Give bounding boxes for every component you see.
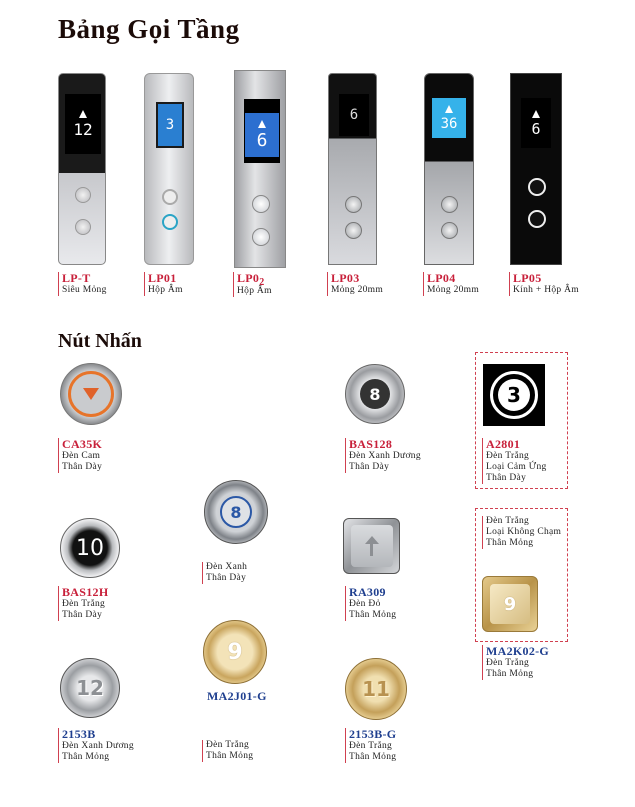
button-image-bas12h [60, 518, 120, 578]
orange-ring-icon [68, 371, 114, 417]
down-arrow-icon [83, 388, 99, 400]
floor-display [339, 94, 369, 136]
floor-number: 9 [503, 593, 517, 615]
button-image-ra309 [343, 518, 400, 574]
call-button-up [252, 195, 270, 213]
floor-number: 12 [73, 120, 93, 139]
model-code: LP04 [427, 271, 456, 285]
up-arrow-icon [365, 536, 379, 556]
model-code-subscript: 2 [259, 277, 265, 288]
call-button-down [75, 219, 91, 235]
up-arrow-icon [445, 105, 453, 113]
model-code: CA35K [62, 437, 103, 451]
button-image-a2801 [483, 364, 545, 426]
model-code: MA2J01-G [207, 689, 267, 703]
floor-number: 10 [76, 535, 104, 561]
call-button-up [162, 189, 178, 205]
model-desc: Mỏng 20mm [427, 285, 480, 295]
model-desc: Hộp Âm [148, 285, 183, 295]
button-label-a2801: A2801 Đèn Trắng Loại Cảm Ứng Thân Dày [482, 438, 547, 484]
call-button-up [528, 178, 546, 196]
model-code: LP01 [148, 271, 177, 285]
panel-label-lp03 [327, 272, 383, 296]
button-label-ma2k02: MA2K02-G Đèn Trắng Thân Mỏng [482, 645, 549, 680]
call-button-up [345, 196, 362, 213]
panel-label-lp05 [509, 272, 579, 296]
call-button-down [252, 228, 270, 246]
floor-number: 6 [349, 107, 359, 123]
button-face [220, 496, 252, 528]
button-image-2153b [60, 658, 120, 718]
button-desc-ma2j01: Đèn Trắng Thân Mỏng [202, 740, 253, 762]
up-arrow-icon [258, 120, 266, 128]
button-face [360, 379, 390, 409]
panel-label-lp04 [423, 272, 479, 296]
model-code: BAS12H [62, 585, 109, 599]
button-image-2153b-g [345, 658, 407, 720]
panel-label-lp02 [233, 272, 272, 297]
model-code: LP-T [62, 271, 91, 285]
model-code: 2153B-G [349, 727, 397, 741]
button-label-ma2k02-top: Đèn Trắng Loại Không Chạm Thân Mỏng [482, 516, 561, 549]
button-label-green: Đèn Xanh Thân Dày [202, 562, 247, 584]
model-desc: Mỏng 20mm [331, 285, 384, 295]
floor-number: 8 [369, 384, 381, 404]
up-arrow-icon [79, 110, 87, 118]
button-label-bas128: BAS128 Đèn Xanh Dương Thân Dày [345, 438, 421, 473]
model-code: BAS128 [349, 437, 393, 451]
call-button-down [528, 210, 546, 228]
panel-label-lp01 [144, 272, 183, 296]
floor-display [521, 98, 551, 148]
floor-number: 11 [362, 677, 390, 701]
floor-number: 3 [507, 383, 521, 407]
panel-label-lp-t [58, 272, 107, 296]
section-title-call-panels: Bảng Gọi Tầng [58, 14, 240, 44]
floor-number: 8 [230, 502, 242, 522]
call-button-up [75, 187, 91, 203]
floor-display [65, 94, 101, 154]
floor-number: 9 [227, 639, 243, 665]
button-label-ra309: RA309 Đèn Đỏ Thân Mỏng [345, 586, 396, 621]
button-image-ma2k02 [482, 576, 538, 632]
model-code: RA309 [349, 585, 386, 599]
model-desc: Siêu Mỏng [62, 285, 107, 295]
model-code: A2801 [486, 437, 521, 451]
panel-image-lp03 [328, 73, 377, 265]
button-image-ca35k [60, 363, 122, 425]
up-arrow-icon [532, 110, 540, 118]
model-code: $LP0_2$ [237, 271, 265, 288]
model-code: 2153B [62, 727, 96, 741]
model-code: LP05 [513, 271, 542, 285]
panel-image-lp05 [510, 73, 562, 265]
button-image-bas128 [345, 364, 405, 424]
panel-image-lp04 [424, 73, 474, 265]
call-button-up [441, 196, 458, 213]
model-code: LP03 [331, 271, 360, 285]
floor-display [156, 102, 184, 148]
button-label-2153b: 2153B Đèn Xanh Dương Thân Mỏng [58, 728, 134, 763]
button-image-green [204, 480, 268, 544]
button-image-ma2j01 [203, 620, 267, 684]
panel-image-lp02 [234, 70, 286, 268]
button-label-2153b-g: 2153B-G Đèn Trắng Thân Mỏng [345, 728, 396, 763]
floor-display [244, 99, 280, 163]
button-label-ma2j01 [204, 690, 267, 703]
floor-number: 3 [165, 117, 175, 133]
button-face [490, 371, 538, 419]
model-desc: Hộp Âm [237, 286, 272, 296]
button-face [351, 525, 393, 567]
section-title-push-buttons: Nút Nhấn [58, 330, 142, 352]
panel-image-lp01 [144, 73, 194, 265]
button-label-bas12h: BAS12H Đèn Trắng Thân Dày [58, 586, 108, 621]
button-face [490, 584, 530, 624]
call-button-down [441, 222, 458, 239]
call-button-down [162, 214, 178, 230]
floor-number: 12 [76, 676, 104, 700]
floor-number: 6 [256, 130, 268, 151]
call-button-down [345, 222, 362, 239]
floor-number: 36 [440, 116, 458, 132]
floor-display [432, 98, 466, 138]
model-desc: Kính + Hộp Âm [513, 285, 579, 295]
floor-number: 6 [531, 119, 541, 138]
button-label-ca35k: CA35K Đèn Cam Thân Dày [58, 438, 102, 473]
panel-image-lp-t [58, 73, 106, 265]
model-code: MA2K02-G [486, 644, 550, 658]
